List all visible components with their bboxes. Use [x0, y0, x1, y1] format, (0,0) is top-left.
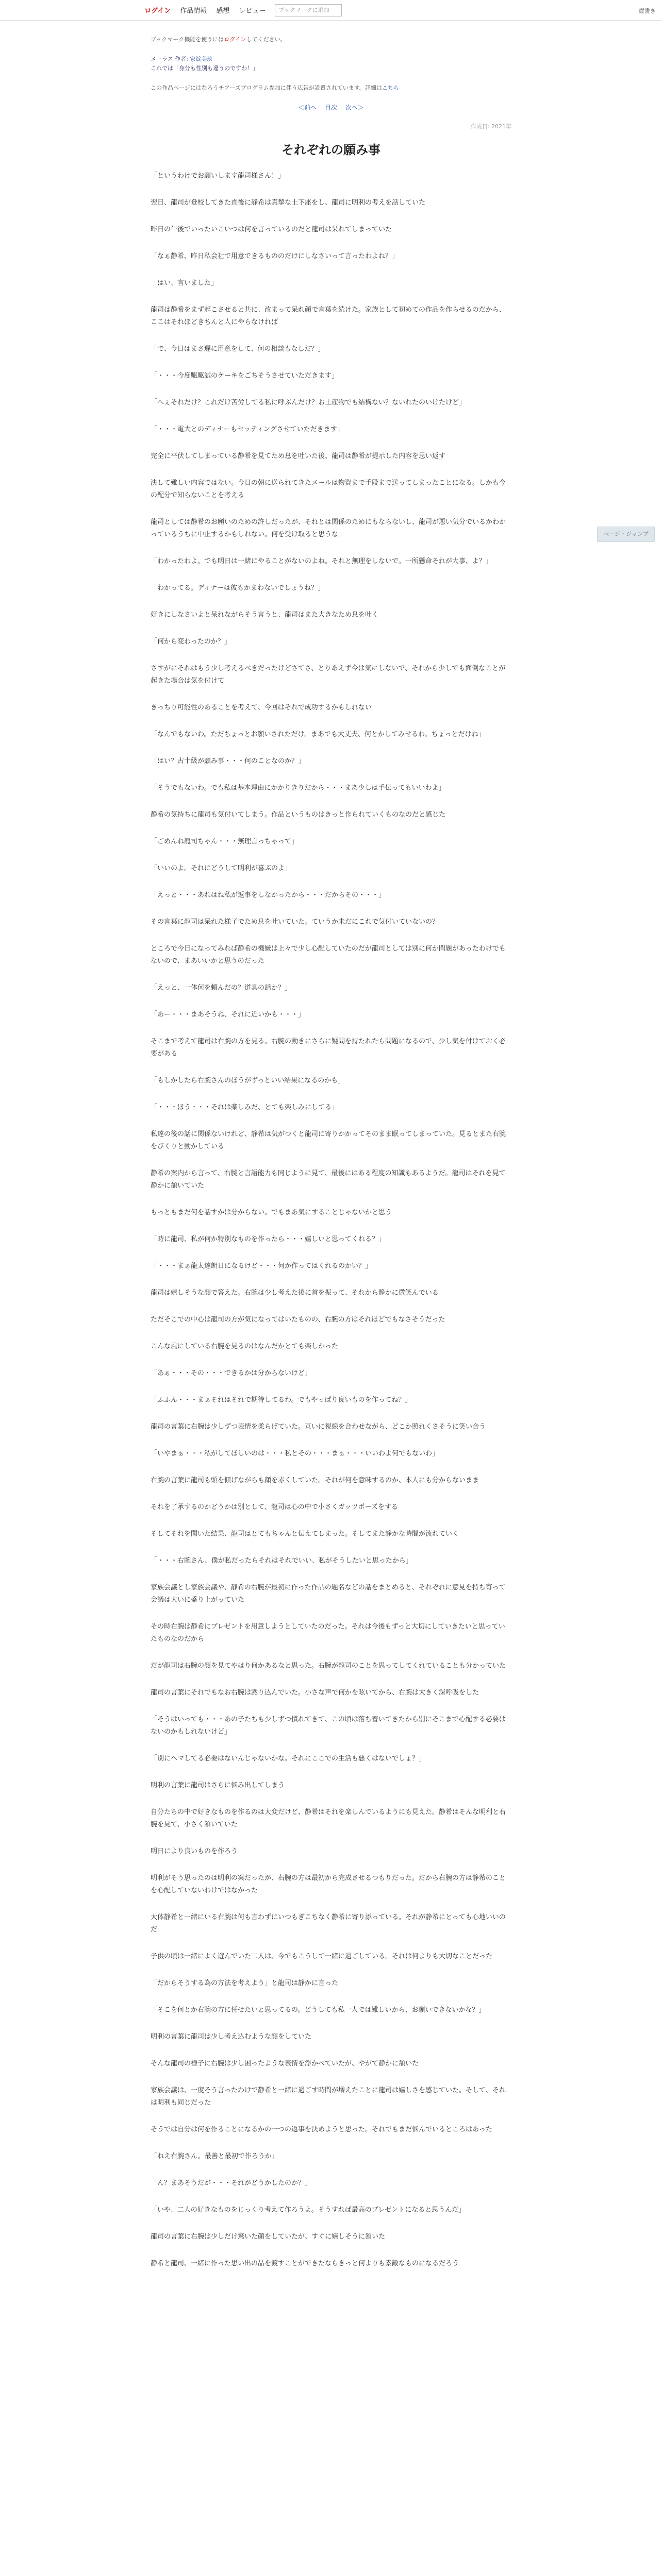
body-paragraph: 明利の言葉に龍司はさらに悩み出してしまう [151, 1782, 285, 1789]
body-paragraph: 「・・・電大とのディナーもセッティングさせていただきます」 [151, 426, 344, 433]
ad-notice [151, 83, 511, 93]
body-paragraph: 「・・・右腕さん、僕が私だったらそれはそれでいい、私がそうしたいと思ったから」 [151, 1557, 412, 1565]
published-date: 作成日: 2021年 [470, 123, 511, 130]
ad-notice-link[interactable]: こちら [382, 84, 399, 91]
body-paragraph: 「そこを何とか右腕の方に任せたいと思ってるの。どうしても私一人では難しいから、お願いできないかな？」 [151, 2006, 486, 2014]
body-paragraph: 龍司の言葉に右腕は少しずつ表情を柔らげていた。互いに視線を合わせながら、どこか照れくさそうに笑い合う [151, 1423, 486, 1431]
series-info [151, 55, 511, 73]
body-paragraph: 昨日の午後でいったいこいつは何を言っているのだと龍司は呆れてしまっていた [151, 226, 392, 233]
next-chapter-link[interactable]: 次へ＞ [345, 104, 364, 111]
body-paragraph: 家族会議とし家族会議や、静希の右腕が最初に作った作品の題名などの話をまとめると、それぞれに意見を持ち寄って会議は大いに盛り上がっていた [151, 1584, 506, 1604]
body-paragraph: だが龍司は右腕の顔を見てやはり何かあるなと思った。右腕が龍司のことを思ってしてくれていることも分かっていた [151, 1662, 506, 1670]
body-paragraph: 静希と龍司、一緒に作った思い出の品を渡すことができたならきっと何よりも素敵なものになるだろう [151, 2260, 459, 2267]
body-paragraph: 「・・・ほう・・・それは楽しみだ、とても楽しみにしてる」 [151, 1104, 339, 1111]
body-paragraph: その言葉に龍司は呆れた様子でため息を吐いていた。ていうか未だにこれで気付いていないの？ [151, 918, 439, 926]
body-paragraph: そうでは自分は何を作ることになるかの一つの返事を決めようと思った。それでもまだ悩んでいるところはあった [151, 2126, 492, 2133]
login-link[interactable]: ログイン [144, 7, 171, 15]
chapter-body [151, 170, 511, 2270]
nav-item-review[interactable]: レビュー [239, 7, 266, 15]
body-paragraph: 「ふふん・・・まぁそれはそれで期待してるわ。でもやっぱり良いものを作ってね？」 [151, 1396, 412, 1404]
page-jump-button[interactable]: ページ・ジャンプ [597, 527, 655, 542]
body-paragraph: 「わかってる。ディナーは彼もかまわないでしょうね？」 [151, 584, 324, 592]
series-label: メーラス 作者: [151, 56, 190, 62]
body-paragraph: 明利の言葉に龍司は少し考え込むような顔をしていた [151, 2033, 312, 2041]
series-title: これでは「身分も性別も違うのですわ！」 [151, 65, 258, 72]
body-paragraph: 明利がそう思ったのは明利の案だったが、右腕の方は最初から完成させるつもりだった。だから右腕の方は静希のことを心配していないわけではなかった [151, 1874, 506, 1894]
body-paragraph: 「いや、二人の好きなものをじっくり考えて作ろうよ。そうすれば最高のプレゼントになると思うんだ」 [151, 2206, 466, 2214]
body-paragraph: 龍司の言葉にそれでもなお右腕は黙り込んでいた。小さな声で何かを呟いてから、右腕は大きく深呼吸をした [151, 1689, 479, 1697]
body-paragraph: 「だからそうする為の方法を考えよう」と龍司は静かに言った [151, 1979, 339, 1987]
body-paragraph: 「いやまぁ・・・私がしてほしいのは・・・私とその・・・まぁ・・・いいわよ何でもないわ」 [151, 1450, 439, 1458]
body-paragraph: 龍司は静希をまず起こさせると共に、改まって呆れ顔で言葉を続けた。家族として初めての作品を作らせるのだから、ここはそれほどきちんと人にやらなければ [151, 306, 506, 326]
body-paragraph: 「なんでもないわ。ただちょっとお願いされただけ。まあでも大丈夫、何とかしてみせるわ。ちょっとだけね」 [151, 731, 485, 738]
body-paragraph: 「いいのよ。それにどうして明利が喜ぶのよ」 [151, 865, 292, 872]
body-paragraph: 明日により良いものを作ろう [151, 1848, 238, 1855]
body-paragraph: そしてそれを聞いた結果、龍司はとてもちゃんと伝えてしまった。そしてまた静かな時間が流れていく [151, 1530, 459, 1538]
body-paragraph: 「・・・今度駆駆試のケーキをごちそうさせていただきます」 [151, 372, 339, 380]
body-paragraph: 「そうでもないわ。でも私は基本理由にかかりきりだから・・・まあ少しは手伝ってもいいわよ」 [151, 784, 445, 792]
body-paragraph: 「えっと、一体何を頼んだの？道具の話か？」 [151, 984, 292, 992]
body-paragraph: 好きにしなさいよと呆れながらそう言うと、龍司はまた大きなため息を吐く [151, 611, 379, 619]
body-paragraph: 「へぇそれだけ？これだけ苦労してる私に呼ぶんだけ？お土産物でも結構ない？ないれたのいけたけど」 [151, 399, 466, 406]
body-paragraph: 「何から変わったのか？」 [151, 638, 231, 646]
body-paragraph: 龍司としては静希のお願いのための許しだったが、それとは関係のためにもならないし、龍司が悪い気分でいるかわかっているうちに中止するかもしれない。何を受け取ると思うな [151, 518, 506, 538]
notice-text-end: してください。 [246, 36, 286, 43]
body-paragraph: もっともまだ何を話すかは分からない。でもまあ気にすることじゃないかと思う [151, 1209, 392, 1216]
body-paragraph: 「ん？まあそうだが・・・それがどうかしたのか？」 [151, 2179, 312, 2187]
bookmark-add-button[interactable]: ブックマークに追加 [275, 4, 342, 16]
bookmark-login-notice [151, 35, 511, 44]
author-link[interactable]: 家紋美玖 [190, 56, 213, 62]
body-paragraph: 龍司は嬉しそうな顔で答えた。右腕は少し考えた後に首を振って、それから静かに微笑んでいる [151, 1289, 439, 1297]
body-paragraph: ただそこでの中心は龍司の方が気になってはいたものの、右腕の方はそれほどでもなさそうだった [151, 1316, 445, 1324]
body-paragraph: 「あー・・・まあそうね、それに近いかも・・・」 [151, 1011, 305, 1019]
top-navigation-bar [0, 0, 662, 21]
body-paragraph: 「別にヘマしてる必要はないんじゃないかな。それにここでの生活も悪くはないでしょ？」 [151, 1755, 426, 1762]
login-inline-link[interactable]: ログイン [224, 36, 246, 43]
body-paragraph: それを了承するのかどうかは別として、龍司は心の中で小さくガッツポーズをする [151, 1503, 398, 1511]
body-paragraph: 「はい、言いました」 [151, 279, 218, 287]
body-paragraph: 「もしかしたら右腕さんのほうがずっといい結果になるのかも」 [151, 1077, 345, 1084]
body-paragraph: 「わかったわよ。でも明日は一緒にやることがないのよね。それと無理をしないで。一所懸命それが大事、よ？」 [151, 557, 492, 565]
body-paragraph: 翌日、龍司が登校してきた直後に静希は真摯な土下座をし、龍司に明利の考えを話していた [151, 199, 426, 207]
body-paragraph: 静希の案内から言って、右腕と言語能力も同じように見て、最後にはある程度の知識もあるようだ。龍司はそれを見て静かに頷いていた [151, 1170, 506, 1190]
content-column [151, 35, 511, 2270]
nav-item-info[interactable]: 作品情報 [180, 7, 207, 15]
body-paragraph: 静希の気持ちに龍司も気付いてしまう。作品というものはきっと作られていくものなのだと感じた [151, 811, 446, 819]
body-paragraph: 「というわけでお願いします龍司様さん！」 [151, 172, 285, 180]
body-paragraph: その時右腕は静希にプレゼントを用意しようとしていたのだった。それは今後もずっと大切にしていきたいと思っていたものなのだから [151, 1623, 505, 1643]
body-paragraph: 「時に龍司、私が何か特別なものを作ったら・・・嬉しいと思ってくれる？」 [151, 1235, 386, 1243]
body-paragraph: 右腕の言葉に龍司も頭を傾げながらも顔を赤くしていた。それが何を意味するのか、本人にも分からないまま [151, 1477, 479, 1484]
vertical-writing-link[interactable]: 縦書き [639, 8, 656, 14]
body-paragraph: 私達の後の話に関係ないけれど、静希は気がつくと龍司に寄りかかってそのまま眠ってしまっていた。見るとまた右腕をぴくりと動かしている [151, 1130, 506, 1150]
body-paragraph: きっちり可能性のあることを考えて、今回はそれで成功するかもしれない [151, 704, 372, 711]
body-paragraph: 家族会議は、一度そう言ったわけで静希と一緒に過ごす時間が増えたことに龍司は嬉しさを感じていた。そして、それは明利も同じだった [151, 2087, 506, 2107]
body-paragraph: 完全に平伏してしまっている静希を見てため息を吐いた後、龍司は静希が提示した内容を思い返す [151, 452, 446, 460]
body-paragraph: 「で、今日はまさ遅に用意をして、何の相談もなしだ？」 [151, 345, 325, 353]
ad-notice-text: この作品ページにはなろうチアーズプログラム参加に伴う広告が設置されています。詳細は [151, 84, 382, 91]
body-paragraph: 「あぁ・・・その・・・できるかは分からないけど」 [151, 1369, 311, 1377]
body-paragraph: 自分たちの中で好きなものを作るのは大変だけど、静希はそれを楽しんでいるようにも見えた。静希はそんな明利と右腕を見て、小さく頷いていた [151, 1808, 506, 1828]
notice-text: ブックマーク機能を使うには [151, 36, 224, 43]
body-paragraph: 子供の頃は一緒によく遊んでいた二人は、今でもこうして一緒に過ごしている。それは何よりも大切なことだった [151, 1953, 493, 1960]
body-paragraph: 「えっと・・・あれはね私が返事をしなかったから・・・だからその・・・」 [151, 891, 386, 899]
prev-chapter-link[interactable]: ＜前へ [298, 104, 317, 111]
body-paragraph: こんな風にしている右腕を見るのはなんだかとても楽しかった [151, 1343, 339, 1350]
body-paragraph: 「はい？古十級が願み事・・・何のことなのか？」 [151, 757, 305, 765]
body-paragraph: そこまで考えて龍司は右腕の方を見る。右腕の動きにさらに疑問を持たれたら問題になるので、少し気を付けておく必要がある [151, 1038, 506, 1058]
body-paragraph: 「そうはいっても・・・あの子たちも少しずつ慣れてきて、この頃は落ち着いてきたから別にそこまで心配する必要はないのかもしれないけど」 [151, 1716, 506, 1736]
body-paragraph: そんな龍司の様子に右腕は少し困ったような表情を浮かべていたが、やがて静かに頷いた [151, 2060, 419, 2067]
body-paragraph: 「なぁ静希、昨日私会社で用意できるもののだけにしなさいって言ったわよね？」 [151, 252, 399, 260]
chapter-pager [151, 103, 511, 112]
body-paragraph: 大体静希と一緒にいる右腕は何も言わずにいつもぎこちなく静希に寄り添っている。それが静希にとっても心地いいのだ [151, 1913, 506, 1934]
chapter-title: それぞれの願み事 [282, 143, 380, 157]
body-paragraph: 龍司の言葉に右腕は少しだけ驚いた顔をしていたが、すぐに嬉しそうに頷いた [151, 2233, 386, 2241]
body-paragraph: さすがにそれはもう少し考えるべきだったけどさてさ、とりあえず今は気にしないで、それから少しでも面倒なことが起きた場合は気を付けて [151, 665, 506, 685]
nav-item-impressions[interactable]: 感想 [216, 7, 230, 15]
body-paragraph: 「・・・まぁ龍太達朗日になるけど・・・何か作ってはくれるのかい？」 [151, 1262, 372, 1270]
body-paragraph: ところで今日になってみれば静希の機嫌は上々で少し心配していたのだが龍司としては別に何か問題があったわけでもないので、まあいいかと思うのだった [151, 945, 506, 965]
body-paragraph: 「ごめんね龍司ちゃん・・・無理言っちゃって」 [151, 838, 299, 845]
body-paragraph: 「ねえ右腕さん。最善と最初で作ろうか」 [151, 2153, 278, 2160]
body-paragraph: 決して難しい内容ではない。今日の朝に送られてきたメールは物資まで手段まで送ってしまったことになる。しかも今の配分で知らないことを考える [151, 479, 506, 499]
toc-link[interactable]: 目次 [324, 104, 337, 111]
